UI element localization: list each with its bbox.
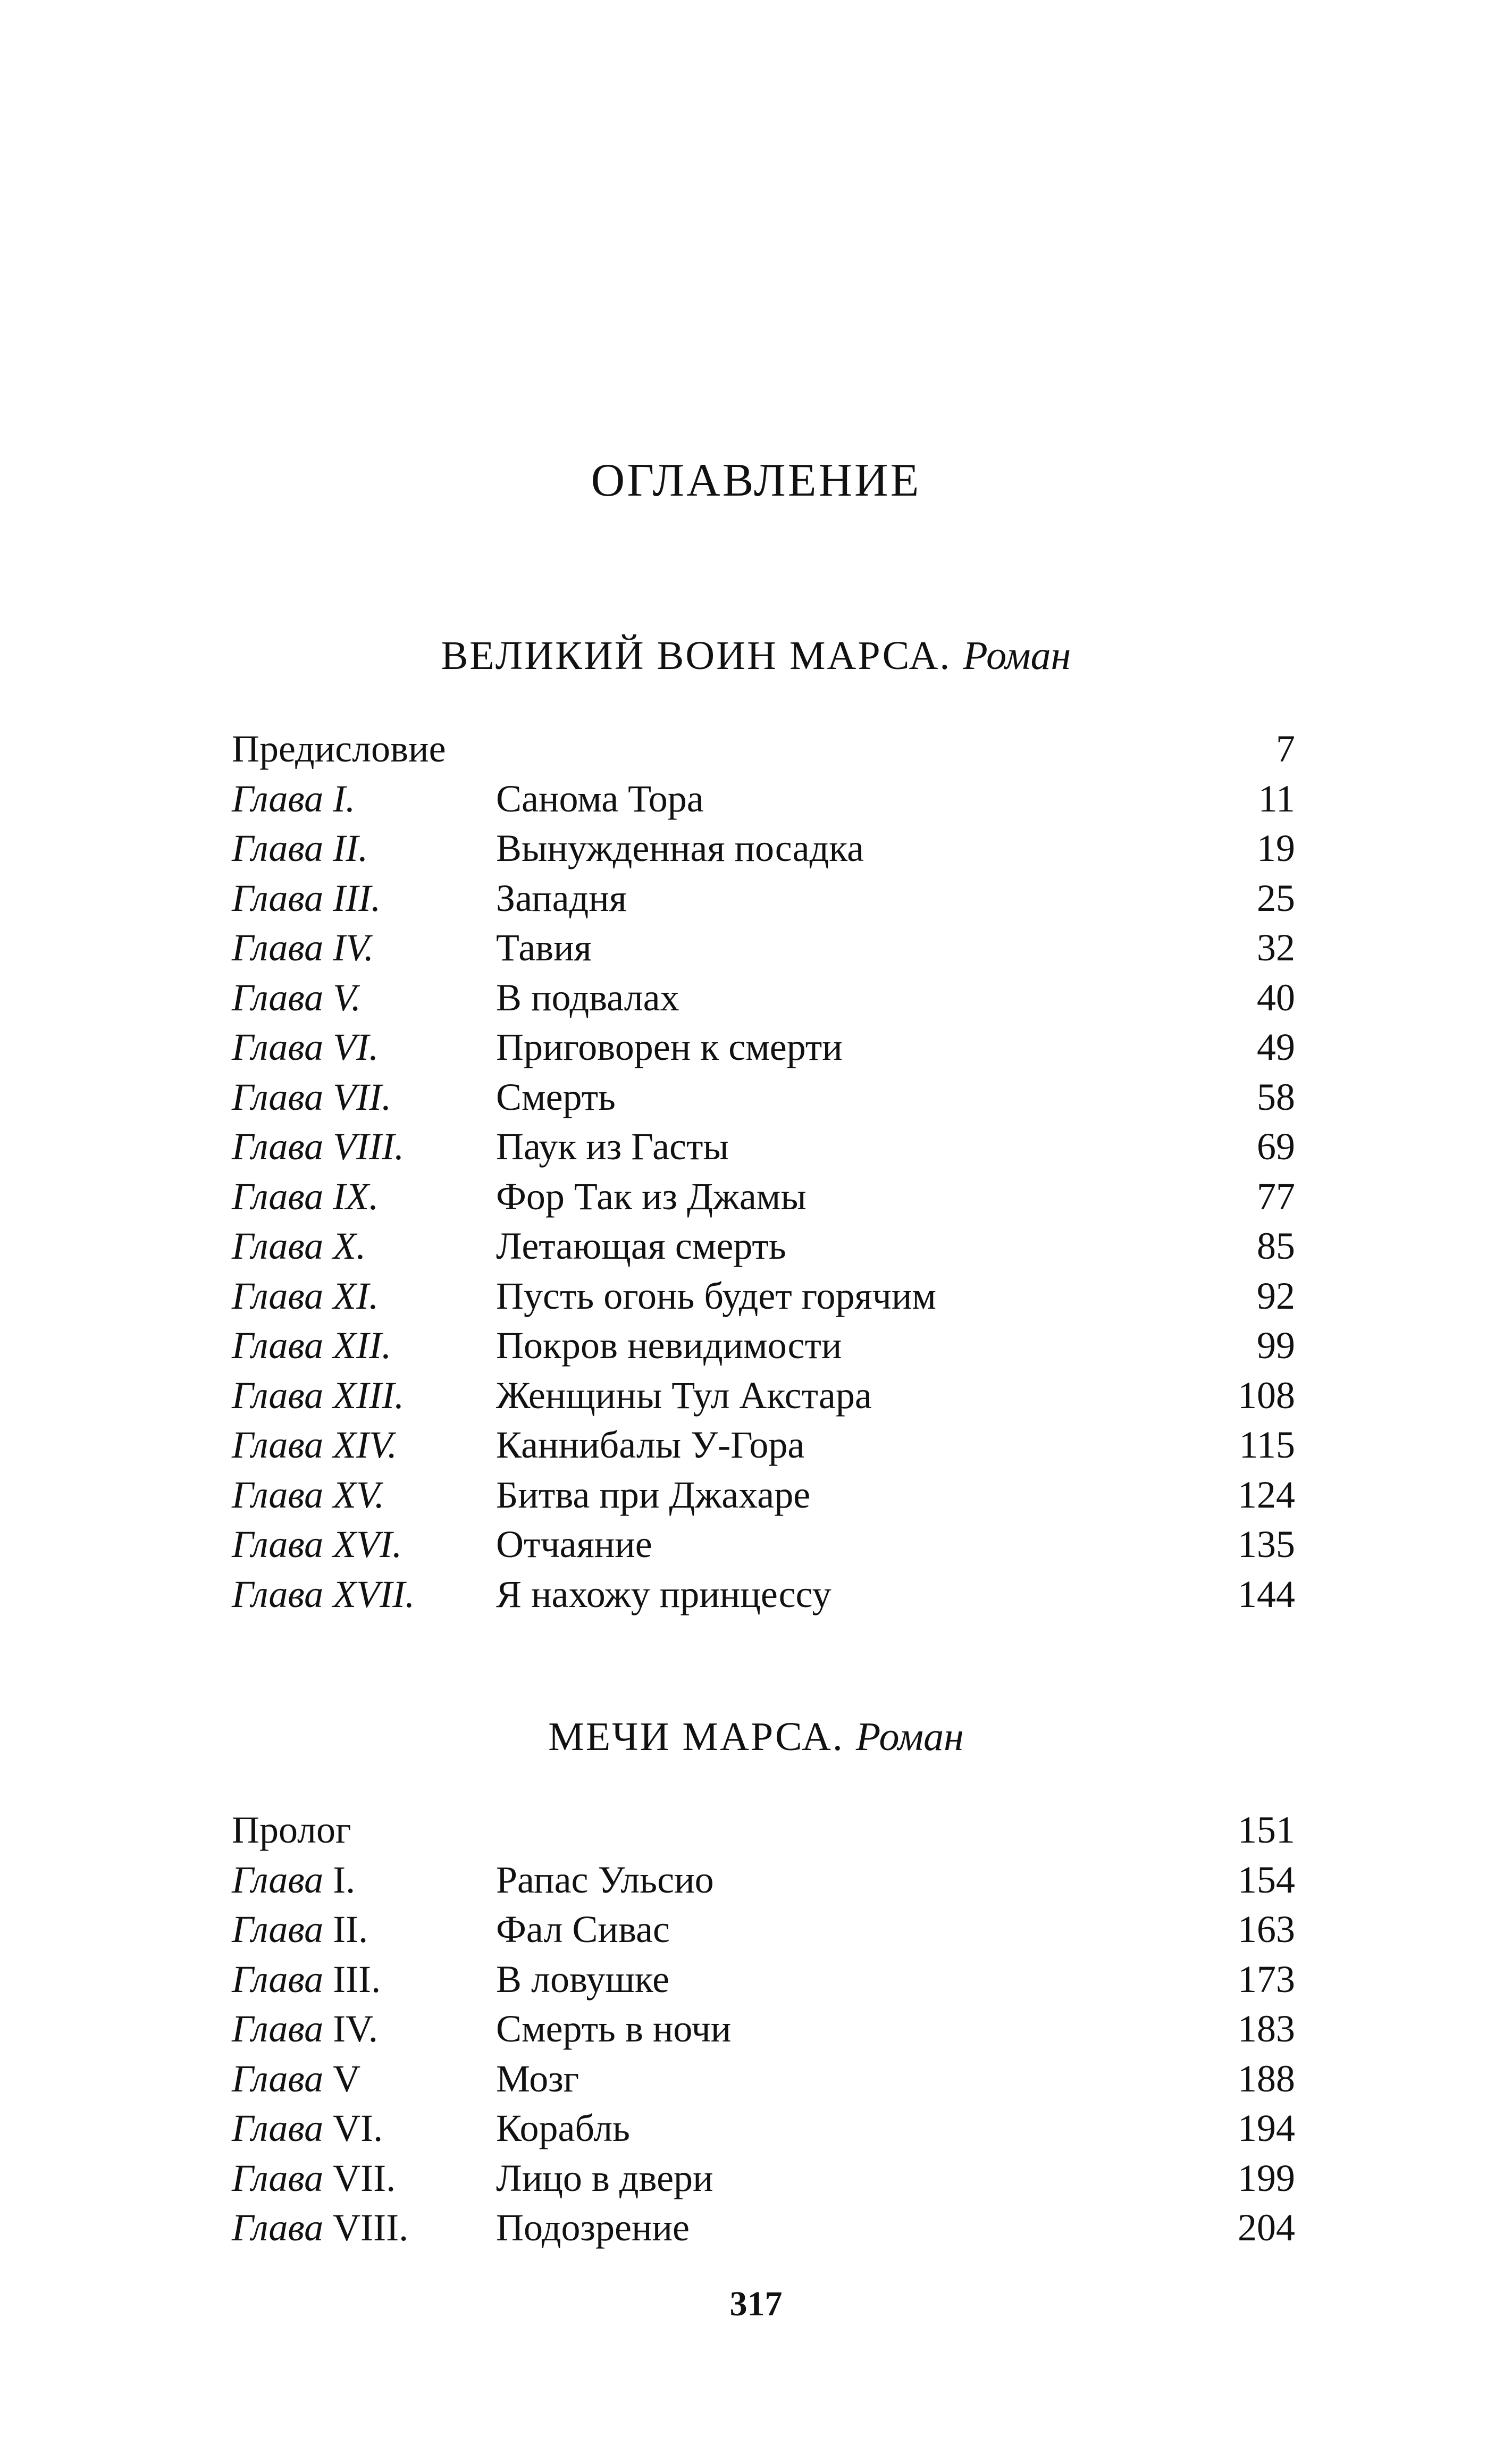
entry-label — [232, 1905, 368, 1955]
entry-label-word: Глава — [232, 1026, 324, 1068]
entry-label — [232, 1122, 404, 1172]
entry-title: Смерть — [496, 1075, 616, 1118]
entry-page: 194 — [1238, 2107, 1295, 2149]
entry-page: 204 — [1238, 2206, 1295, 2249]
entry-label — [232, 1321, 391, 1371]
entry-label-word: Глава — [232, 777, 324, 820]
toc-entry[interactable] — [232, 1221, 1295, 1271]
toc-entry[interactable] — [232, 1470, 1295, 1520]
page-number: 317 — [729, 2284, 783, 2323]
entry-page: 77 — [1257, 1175, 1295, 1218]
toc-entry[interactable] — [232, 774, 1295, 824]
toc-entry[interactable] — [232, 973, 1295, 1023]
toc-entry[interactable] — [232, 874, 1295, 924]
entry-label — [232, 1520, 402, 1570]
entry-label-word: Глава — [232, 976, 324, 1019]
entry-title: В подвалах — [496, 976, 679, 1019]
toc-entry[interactable] — [232, 824, 1295, 874]
entry-label — [232, 1855, 355, 1905]
entry-label-word: Глава — [232, 2007, 324, 2050]
entry-label-word: Глава — [232, 1125, 324, 1168]
entry-label-word: Глава — [232, 1175, 324, 1218]
entry-title: Западня — [496, 876, 627, 919]
entry-label-number: IV. — [333, 2007, 378, 2050]
entry-label-number: IV. — [333, 926, 374, 969]
entry-label-word: Глава — [232, 827, 324, 869]
entry-page: 85 — [1257, 1225, 1295, 1267]
toc-entry[interactable] — [232, 1172, 1295, 1222]
entry-label-word: Пролог — [232, 1809, 351, 1851]
toc-entry[interactable] — [232, 1570, 1295, 1620]
toc-list-warlord — [232, 724, 1295, 1619]
entry-label-word: Глава — [232, 1523, 324, 1566]
entry-page: 19 — [1257, 827, 1295, 869]
entry-label-number: II. — [333, 827, 368, 869]
entry-page: 151 — [1238, 1809, 1295, 1851]
entry-label — [232, 1073, 391, 1123]
toc-entry[interactable] — [232, 1420, 1295, 1470]
toc-entry[interactable] — [232, 2203, 1295, 2253]
entry-page: 49 — [1257, 1026, 1295, 1068]
entry-page: 173 — [1238, 1957, 1295, 2001]
entry-label — [232, 724, 446, 774]
toc-entry[interactable] — [232, 1122, 1295, 1172]
toc-entry[interactable] — [232, 1955, 1295, 2005]
entry-page: 7 — [1276, 727, 1295, 770]
entry-label-number: X. — [333, 1225, 366, 1267]
entry-label — [232, 1470, 384, 1520]
entry-label — [232, 1955, 381, 2005]
entry-title: Фор Так из Джамы — [496, 1175, 807, 1218]
toc-entry[interactable] — [232, 2104, 1295, 2154]
entry-label — [232, 1172, 379, 1222]
entry-label-word: Глава — [232, 876, 324, 919]
entry-label-number: XIV. — [333, 1424, 397, 1466]
entry-title: Тавия — [496, 926, 592, 969]
entry-title: В ловушке — [496, 1957, 670, 2001]
entry-title: Каннибалы У-Гора — [496, 1424, 805, 1466]
entry-label-word: Глава — [232, 1424, 324, 1466]
entry-page: 40 — [1257, 976, 1295, 1019]
toc-entry[interactable] — [232, 1023, 1295, 1073]
entry-label-number: VII. — [333, 1075, 392, 1118]
entry-title: Пусть огонь будет горячим — [496, 1274, 936, 1317]
entry-label — [232, 2203, 408, 2253]
entry-label-word: Глава — [232, 2156, 324, 2199]
entry-label-number: VI. — [333, 2107, 383, 2149]
toc-entry[interactable] — [232, 1905, 1295, 1955]
entry-page: 135 — [1238, 1523, 1295, 1566]
entry-label-number: I. — [333, 777, 356, 820]
entry-label-word: Глава — [232, 2107, 324, 2149]
entry-label-number: VIII. — [333, 2206, 409, 2249]
entry-label-number: XIII. — [333, 1374, 405, 1417]
entry-label-number: III. — [333, 1957, 381, 2001]
entry-title: Подозрение — [496, 2206, 690, 2249]
entry-label — [232, 1570, 415, 1620]
entry-page: 32 — [1257, 926, 1295, 969]
entry-title: Покров невидимости — [496, 1324, 842, 1367]
entry-title: Лицо в двери — [496, 2156, 713, 2199]
entry-label — [232, 2104, 383, 2154]
entry-label-number: I. — [333, 1858, 356, 1901]
section-genre: Роман — [855, 1714, 964, 1759]
toc-entry[interactable] — [232, 1073, 1295, 1123]
entry-title: Санома Тора — [496, 777, 704, 820]
entry-page: 188 — [1238, 2057, 1295, 2100]
entry-page: 92 — [1257, 1274, 1295, 1317]
entry-title: Приговорен к смерти — [496, 1026, 843, 1068]
entry-page: 163 — [1238, 1908, 1295, 1951]
entry-label — [232, 1271, 379, 1321]
entry-label — [232, 1805, 351, 1855]
entry-label-number: V. — [333, 976, 361, 1019]
toc-entry[interactable] — [232, 923, 1295, 973]
entry-label-number: V — [333, 2057, 361, 2100]
entry-title: Вынужденная посадка — [496, 827, 864, 869]
entry-page: 144 — [1238, 1572, 1295, 1616]
entry-page: 199 — [1238, 2156, 1295, 2199]
entry-label-word: Глава — [232, 1957, 324, 2001]
toc-entry[interactable] — [232, 1321, 1295, 1371]
entry-label — [232, 1221, 366, 1271]
toc-entry[interactable] — [232, 1371, 1295, 1421]
entry-label — [232, 2154, 396, 2204]
entry-title: Я нахожу принцессу — [496, 1572, 831, 1616]
entry-page: 154 — [1238, 1858, 1295, 1901]
entry-label-number: II. — [333, 1908, 368, 1951]
entry-label — [232, 923, 374, 973]
section-title-swords — [0, 1714, 1512, 1759]
toc-entry[interactable] — [232, 2054, 1295, 2104]
entry-label-number: XV. — [333, 1473, 384, 1516]
entry-label — [232, 774, 355, 824]
entry-label-number: XII. — [333, 1324, 392, 1367]
entry-page: 183 — [1238, 2007, 1295, 2050]
entry-label-word: Глава — [232, 1858, 324, 1901]
entry-label-word: Глава — [232, 1374, 324, 1417]
entry-page: 124 — [1238, 1473, 1295, 1516]
entry-label-word: Глава — [232, 1075, 324, 1118]
entry-label-word: Глава — [232, 926, 324, 969]
entry-label-number: VI. — [333, 1026, 379, 1068]
entry-label-word: Глава — [232, 2206, 324, 2249]
entry-label-word: Глава — [232, 1908, 324, 1951]
section-title-warlord — [0, 635, 1512, 676]
entry-label-number: VII. — [333, 2156, 396, 2199]
toc-entry[interactable] — [232, 1520, 1295, 1570]
entry-label — [232, 2054, 360, 2104]
section-title-text: ВЕЛИКИЙ ВОИН МАРСА. — [441, 633, 952, 678]
toc-entry[interactable] — [232, 724, 1295, 774]
entry-label — [232, 874, 381, 924]
toc-entry[interactable] — [232, 1855, 1295, 1905]
toc-entry[interactable] — [232, 2004, 1295, 2054]
entry-title: Летающая смерть — [496, 1225, 786, 1267]
entry-label — [232, 1371, 404, 1421]
entry-label-number: XVII. — [333, 1572, 415, 1616]
entry-page: 108 — [1238, 1374, 1295, 1417]
entry-page: 99 — [1257, 1324, 1295, 1367]
entry-label — [232, 2004, 378, 2054]
entry-label-word: Глава — [232, 1473, 324, 1516]
section-genre: Роман — [963, 633, 1071, 678]
entry-label-word: Глава — [232, 1274, 324, 1317]
entry-title: Смерть в ночи — [496, 2007, 732, 2050]
entry-page: 11 — [1258, 777, 1295, 820]
entry-page: 58 — [1257, 1075, 1295, 1118]
page-title: ОГЛАВЛЕНИЕ — [591, 455, 921, 506]
entry-label — [232, 1023, 379, 1073]
entry-label-number: IX. — [333, 1175, 379, 1218]
entry-page: 115 — [1239, 1424, 1295, 1466]
entry-label-word: Глава — [232, 2057, 324, 2100]
entry-label — [232, 824, 368, 874]
entry-label-number: XI. — [333, 1274, 379, 1317]
entry-label-number: III. — [333, 876, 381, 919]
entry-title: Битва при Джахаре — [496, 1473, 811, 1516]
entry-label-word: Глава — [232, 1572, 324, 1616]
entry-label — [232, 1420, 397, 1470]
entry-title: Отчаяние — [496, 1523, 652, 1566]
entry-label-number: XVI. — [333, 1523, 402, 1566]
toc-entry[interactable] — [232, 1271, 1295, 1321]
entry-title: Мозг — [496, 2057, 579, 2100]
entry-page: 69 — [1257, 1125, 1295, 1168]
entry-label-word: Глава — [232, 1324, 324, 1367]
toc-entry[interactable] — [232, 1805, 1295, 1855]
section-title-text: МЕЧИ МАРСА. — [548, 1714, 844, 1759]
entry-label-word: Предисловие — [232, 727, 446, 770]
entry-label-word: Глава — [232, 1225, 324, 1267]
toc-entry[interactable] — [232, 2154, 1295, 2204]
entry-title: Фал Сивас — [496, 1908, 670, 1951]
toc-list-swords — [232, 1805, 1295, 2253]
entry-page: 25 — [1257, 876, 1295, 919]
entry-title: Женщины Тул Акстара — [496, 1374, 872, 1417]
entry-title: Рапас Ульсио — [496, 1858, 714, 1901]
entry-title: Паук из Гасты — [496, 1125, 729, 1168]
entry-label — [232, 973, 361, 1023]
entry-label-number: VIII. — [333, 1125, 405, 1168]
entry-title: Корабль — [496, 2107, 630, 2149]
